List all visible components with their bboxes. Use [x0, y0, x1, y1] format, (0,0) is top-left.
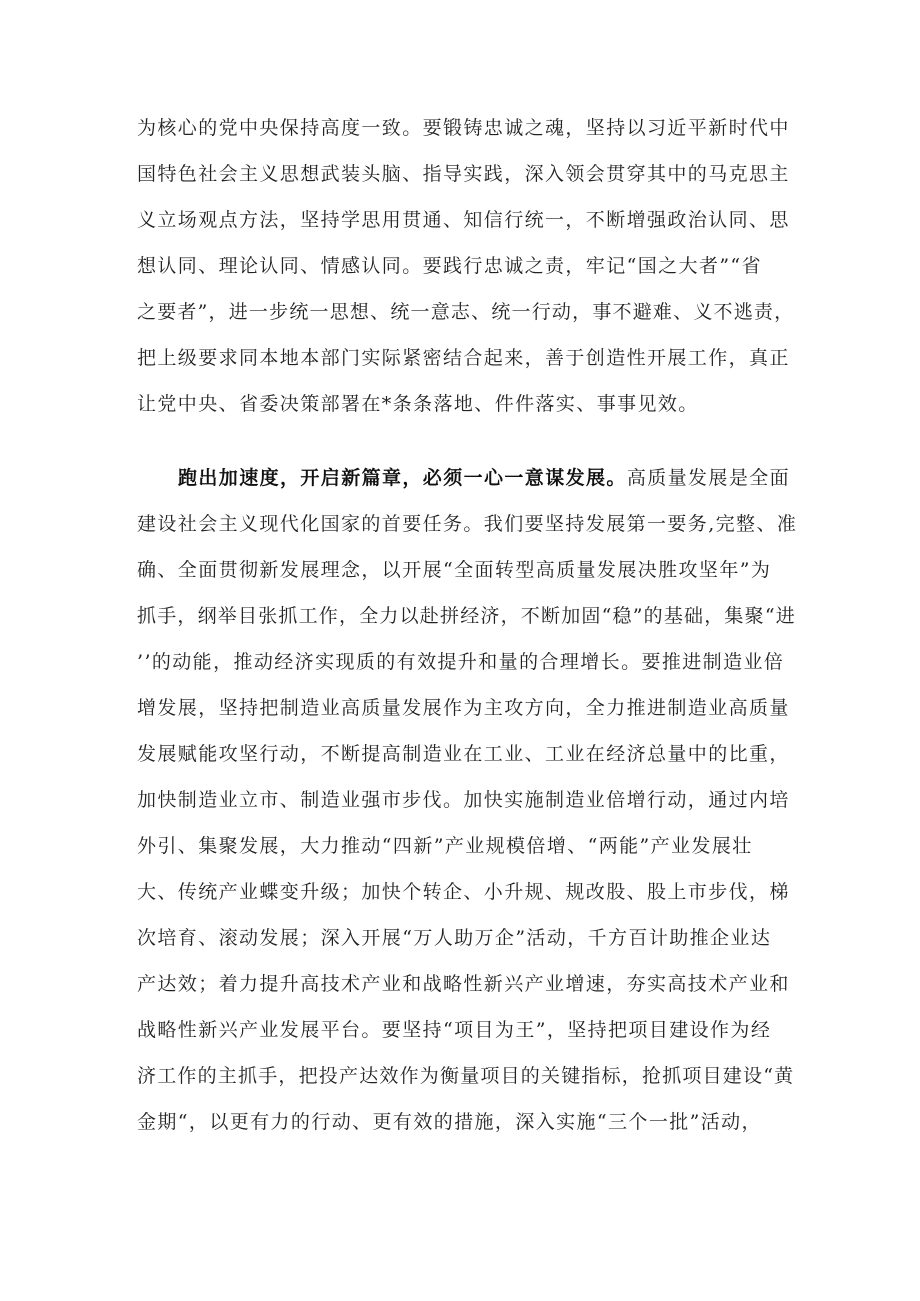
- text-line: 让党中央、省委决策部署在*条条落地、件件落实、事事见效。: [137, 393, 699, 415]
- text-line: 济工作的主抓手，把投产达效作为衡量项目的关键指标，抢抓项目建设“黄: [137, 1065, 795, 1087]
- text-line: 产达效；着力提升高技术产业和战略性新兴产业增速，夯实高技术产业和: [137, 973, 790, 995]
- text-line: 确、全面贯彻新发展理念，以开展“全面转型高质量发展决胜攻坚年”为: [137, 559, 772, 581]
- text-line: 把上级要求同本地本部门实际紧密结合起来，善于创造性开展工作，真正: [137, 347, 790, 369]
- paragraph-2-first-line: [178, 463, 798, 493]
- text-line: 建设社会主义现代化国家的首要任务。我们要坚持发展第一要务,完整、准: [137, 513, 798, 535]
- text-line: ’’的动能，推动经济实现质的有效提升和量的合理增长。要推进制造业倍: [137, 651, 785, 673]
- text-span: 高质量发展是全面: [626, 467, 791, 489]
- text-line: 增发展，坚持把制造业高质量发展作为主攻方向，全力推进制造业高质量: [137, 697, 790, 719]
- text-line: 外引、集聚发展，大力推动“四新”产业规模倍增、“两能”产业发展壮: [137, 835, 753, 857]
- text-line: 义立场观点方法，坚持学思用贯通、知信行统一，不断增强政治认同、思: [137, 209, 790, 231]
- text-line: 金期“，以更有力的行动、更有效的措施，深入实施“三个一批”活动，: [137, 1111, 762, 1133]
- text-line: 国特色社会主义思想武装头脑、指导实践，深入领会贯穿其中的马克思主: [137, 163, 790, 185]
- text-line: 次培育、滚动发展；深入开展“万人助万企”活动，千方百计助推企业达: [137, 927, 772, 949]
- text-line: 想认同、理论认同、情感认同。要践行忠诚之责，牢记“国之大者”“省: [137, 255, 762, 277]
- text-line: 大、传统产业蝶变升级；加快个转企、小升规、规改股、股上市步伐，梯: [137, 881, 790, 903]
- text-line: 之要者”，进一步统一思想、统一意志、统一行动，事不避难、义不逃责，: [137, 301, 795, 323]
- text-line: 加快制造业立市、制造业强市步伐。加快实施制造业倍增行动，通过内培: [137, 789, 790, 811]
- paragraph-heading: 跑出加速度，开启新篇章，必须一心一意谋发展。: [178, 467, 627, 489]
- text-line: 战略性新兴产业发展平台。要坚持“项目为王”，坚持把项目建设作为经: [137, 1019, 772, 1041]
- text-line: 为核心的党中央保持高度一致。要锻铸忠诚之魂，坚持以习近平新时代中: [137, 117, 790, 139]
- text-line: 抓手，纲举目张抓工作，全力以赴拼经济，不断加固“稳”的基础，集聚“进: [137, 605, 796, 627]
- text-line: 发展赋能攻坚行动，不断提高制造业在工业、工业在经济总量中的比重，: [137, 743, 790, 765]
